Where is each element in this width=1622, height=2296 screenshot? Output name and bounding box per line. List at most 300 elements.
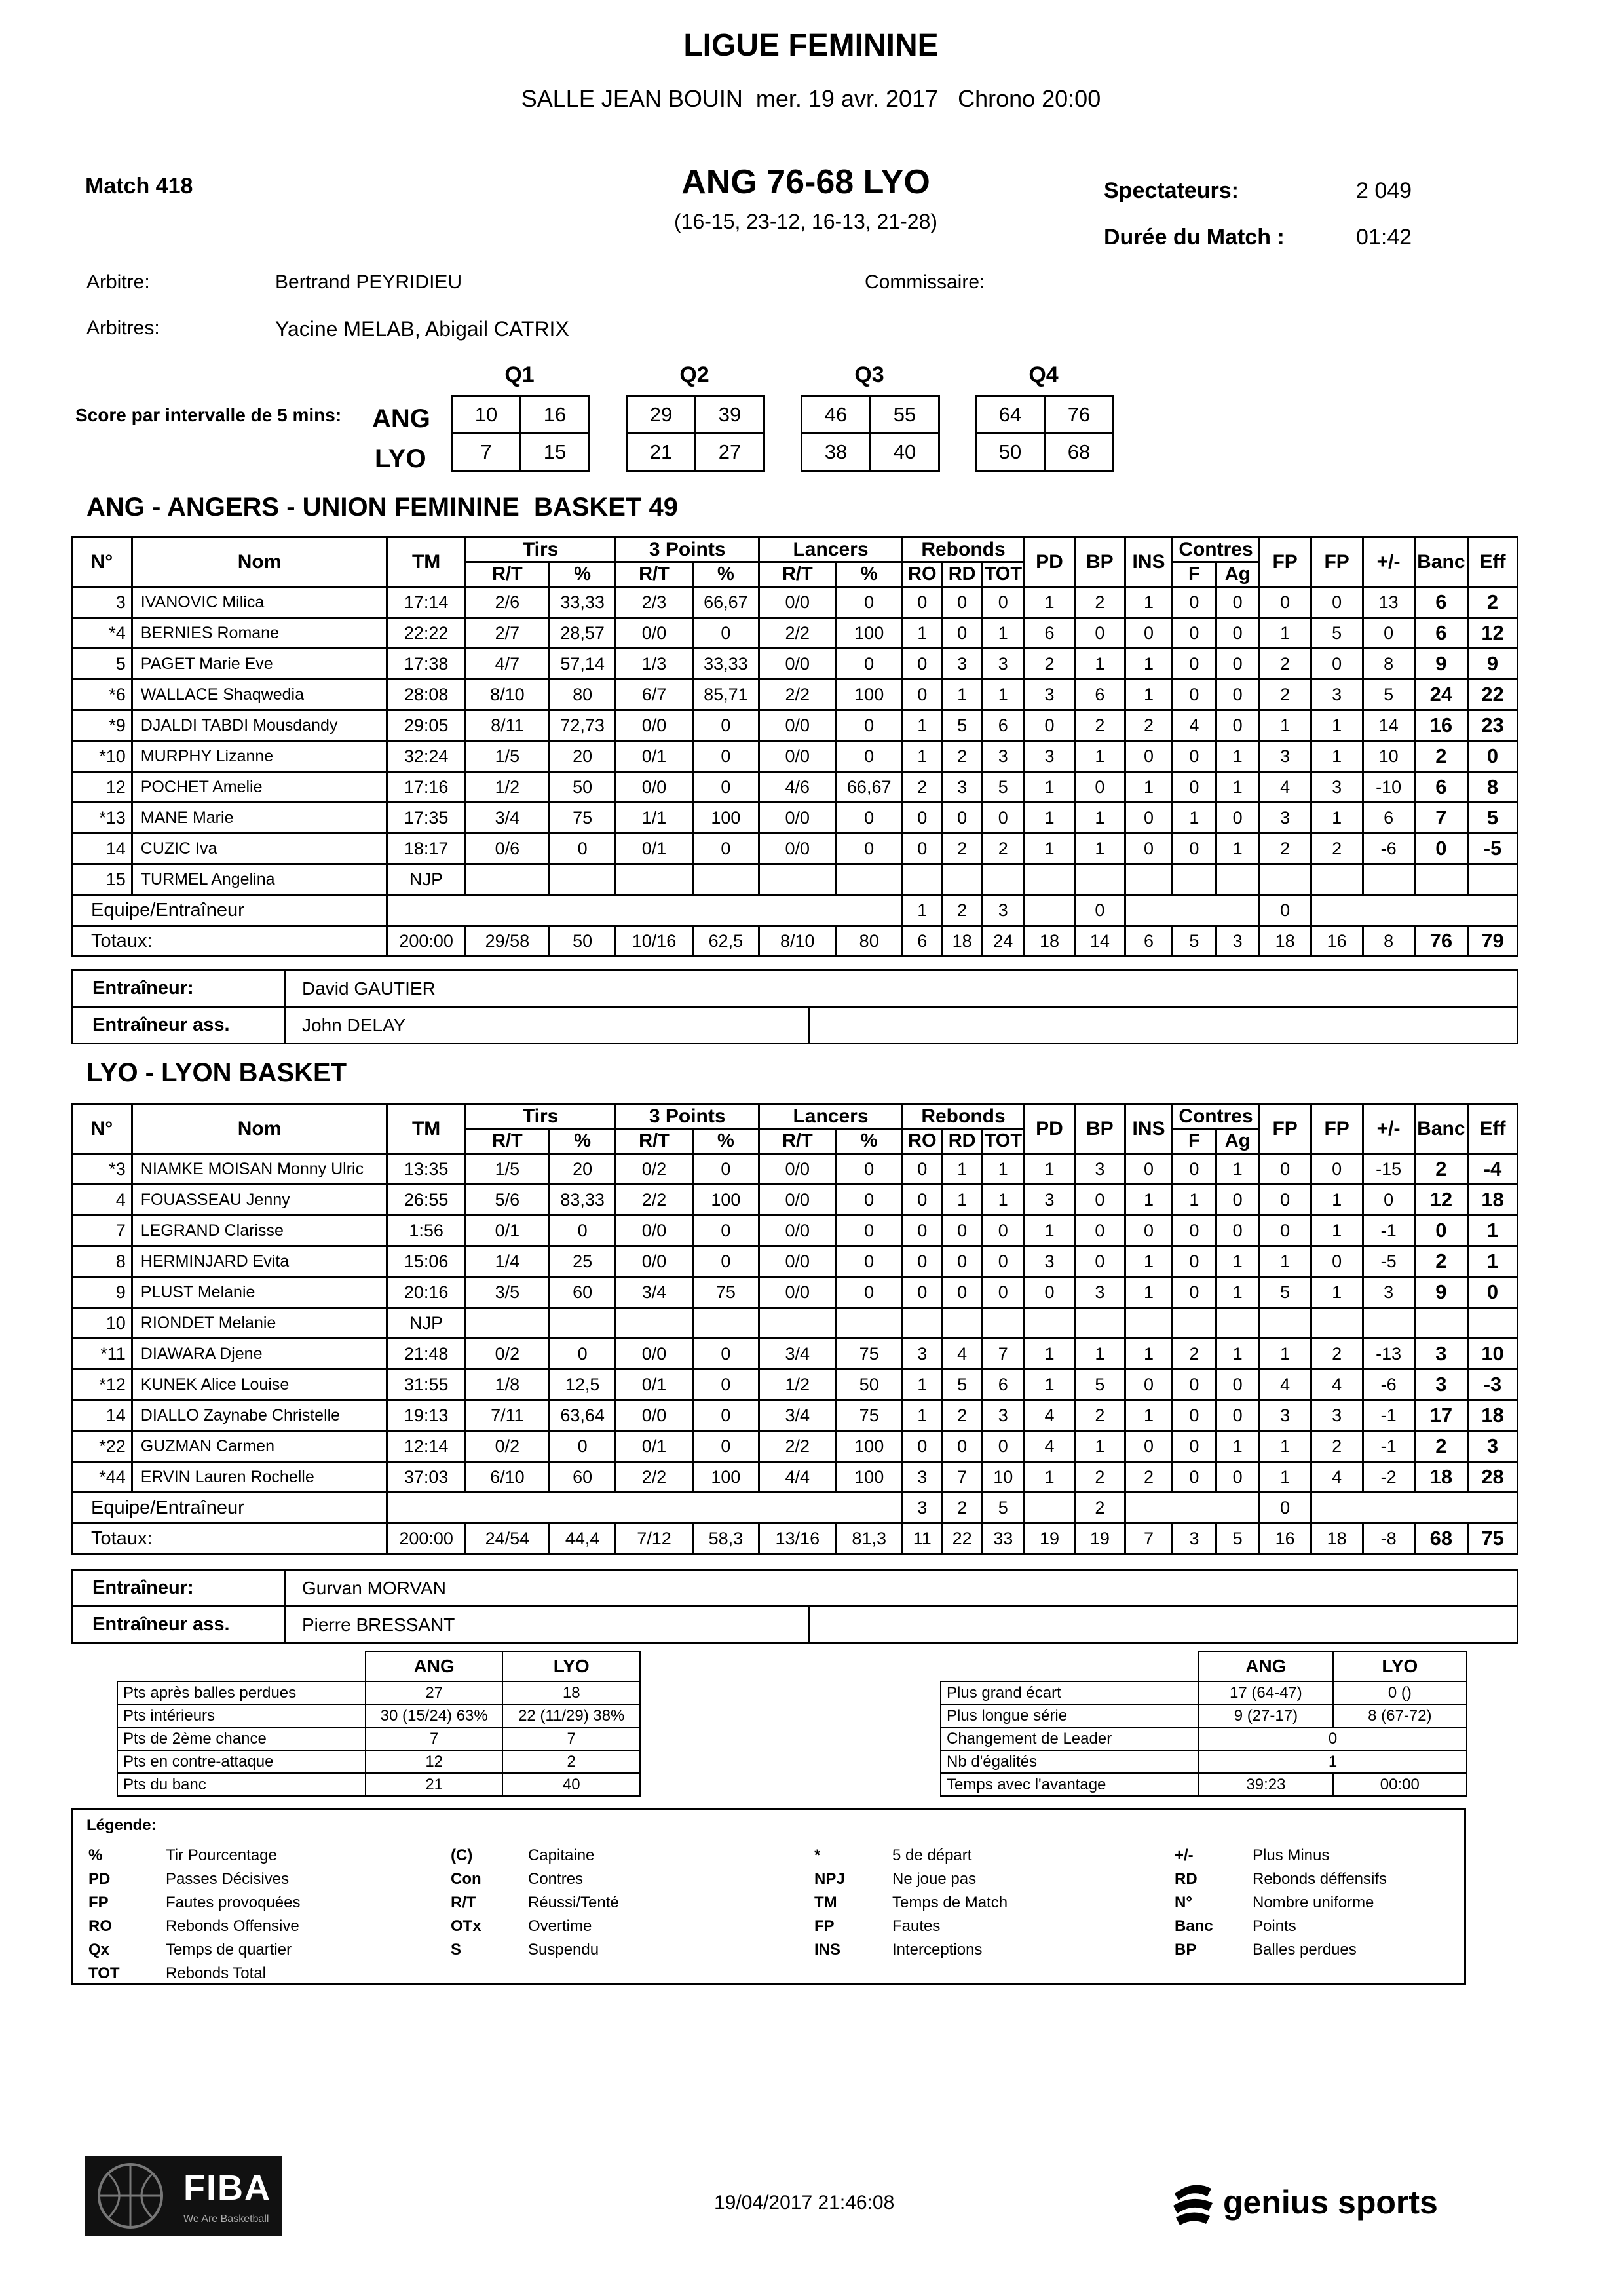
stat-cell: 0: [1074, 618, 1125, 649]
legend-code: S: [451, 1941, 462, 1959]
table-cell: [1311, 895, 1517, 926]
col-banc: Banc: [1414, 1104, 1467, 1154]
interval-box-q4: [975, 395, 1114, 472]
stat-cell: 3/4: [465, 803, 549, 833]
stat-cell: 75: [549, 803, 615, 833]
stat-cell: 1: [1025, 803, 1075, 833]
interval-score: 76: [1045, 396, 1114, 434]
stat-cell: 1: [1259, 710, 1311, 741]
stat-cell: 0: [836, 1215, 902, 1246]
stat-cell: 2: [1311, 833, 1363, 864]
stat-cell: [1363, 864, 1414, 895]
col-rd: RD: [942, 1129, 982, 1154]
summary-value: 30 (15/24) 63%: [366, 1704, 503, 1727]
total-cell: 18: [1311, 1523, 1363, 1554]
col-tm: TM: [387, 537, 466, 587]
interval-team-ang: ANG: [372, 404, 430, 433]
total-cell: 29/58: [465, 926, 549, 957]
stat-cell: 100: [692, 803, 759, 833]
table-cell: 2: [1074, 1493, 1125, 1523]
stat-cell: 0: [1216, 710, 1259, 741]
stat-cell: 0: [1259, 1154, 1311, 1185]
summary-col-lyo: LYO: [502, 1651, 640, 1681]
total-cell: 75: [1468, 1523, 1518, 1554]
total-cell: 11: [902, 1523, 942, 1554]
legend-code: Qx: [88, 1941, 110, 1959]
col-rebonds: Rebonds: [902, 1104, 1024, 1129]
table-cell: 2: [942, 895, 982, 926]
stat-cell: 0: [1311, 587, 1363, 618]
stat-cell: 1: [1216, 1431, 1259, 1462]
total-cell: 81,3: [836, 1523, 902, 1554]
stat-cell: 1: [1468, 1215, 1518, 1246]
col-contres: Contres: [1173, 1104, 1259, 1129]
stat-cell: [1311, 1308, 1363, 1339]
interval-row-lyo: [452, 434, 590, 471]
stat-cell: 9: [72, 1277, 132, 1308]
total-cell: 13/16: [759, 1523, 836, 1554]
legend-code: (C): [451, 1846, 473, 1864]
table-cell: 3: [982, 895, 1025, 926]
stat-cell: 0: [1125, 618, 1173, 649]
team-row: [72, 895, 1518, 926]
legend-desc: Fautes: [892, 1917, 941, 1935]
player-name: PLUST Melanie: [132, 1277, 387, 1308]
assistant-name: Pierre BRESSANT: [286, 1607, 810, 1643]
stat-cell: 1: [1125, 649, 1173, 679]
total-cell: 7/12: [616, 1523, 692, 1554]
total-cell: 18: [1259, 926, 1311, 957]
stat-cell: 18:17: [387, 833, 466, 864]
stat-cell: 0: [1125, 1431, 1173, 1462]
stat-cell: 2/3: [616, 587, 692, 618]
stat-cell: 1: [1216, 1246, 1259, 1277]
stat-cell: 1: [1074, 803, 1125, 833]
stat-cell: 6/10: [465, 1462, 549, 1493]
stat-cell: 0/2: [465, 1431, 549, 1462]
col-no: N°: [72, 1104, 132, 1154]
summary-value: 7: [502, 1727, 640, 1750]
stat-cell: *44: [72, 1462, 132, 1493]
stat-cell: 0: [1363, 1185, 1414, 1215]
stat-cell: 9: [1414, 1277, 1467, 1308]
stat-cell: 6: [1025, 618, 1075, 649]
col-eff: Eff: [1468, 1104, 1518, 1154]
stat-cell: 2: [1074, 1462, 1125, 1493]
stat-cell: 0: [1025, 710, 1075, 741]
stat-cell: 16: [1414, 710, 1467, 741]
stat-cell: 6: [982, 1369, 1025, 1400]
summary-value: 27: [366, 1681, 503, 1704]
stat-cell: 1/3: [616, 649, 692, 679]
interval-score: 38: [802, 434, 871, 471]
player-row: [72, 1339, 1518, 1369]
stat-cell: 1: [1074, 741, 1125, 772]
col-ro: RO: [902, 1129, 942, 1154]
stat-cell: 3/4: [759, 1339, 836, 1369]
stat-cell: 3/5: [465, 1277, 549, 1308]
stat-cell: 3: [1363, 1277, 1414, 1308]
stat-cell: 0: [1125, 1215, 1173, 1246]
stat-cell: 2/2: [759, 1431, 836, 1462]
summary-label: Pts de 2ème chance: [117, 1727, 366, 1750]
stat-cell: 10: [1363, 741, 1414, 772]
stat-cell: 0: [1173, 587, 1216, 618]
stat-cell: [616, 1308, 692, 1339]
col-rt: R/T: [759, 1129, 836, 1154]
col-pct: %: [692, 562, 759, 587]
total-cell: 22: [942, 1523, 982, 1554]
stat-cell: 0: [836, 710, 902, 741]
stat-cell: 0: [836, 803, 902, 833]
stat-cell: -5: [1468, 833, 1518, 864]
table-cell: [1125, 1493, 1259, 1523]
stat-cell: 0: [1311, 649, 1363, 679]
stat-cell: 0: [549, 833, 615, 864]
stat-cell: 0: [1216, 618, 1259, 649]
total-cell: -8: [1363, 1523, 1414, 1554]
col-pct: %: [836, 562, 902, 587]
summary-label: Plus longue série: [941, 1704, 1199, 1727]
player-row: [72, 1277, 1518, 1308]
stat-cell: 28: [1468, 1462, 1518, 1493]
stat-cell: 0: [1173, 679, 1216, 710]
legend-desc: Rebonds Total: [166, 1964, 266, 1982]
assistant-label: Entraîneur ass.: [72, 1607, 286, 1643]
stat-cell: 3: [1074, 1154, 1125, 1185]
stat-cell: 0: [692, 1339, 759, 1369]
stat-cell: 7: [1414, 803, 1467, 833]
stat-cell: 5: [942, 1369, 982, 1400]
stat-cell: 26:55: [387, 1185, 466, 1215]
quarter-header-3: Q3: [854, 362, 884, 387]
stat-cell: 17:14: [387, 587, 466, 618]
total-cell: 14: [1074, 926, 1125, 957]
stat-cell: 0: [1311, 1154, 1363, 1185]
interval-row-lyo: [627, 434, 764, 471]
stat-cell: *22: [72, 1431, 132, 1462]
stat-cell: 2: [1311, 1339, 1363, 1369]
header-row: [72, 537, 1518, 562]
summary-right-table: [940, 1651, 1467, 1797]
stat-cell: 0: [1173, 1400, 1216, 1431]
col-fp2: FP: [1311, 1104, 1363, 1154]
stat-cell: -1: [1363, 1400, 1414, 1431]
legend-desc: Interceptions: [892, 1941, 983, 1959]
stat-cell: 15:06: [387, 1246, 466, 1277]
stat-cell: 6: [1414, 772, 1467, 803]
stat-cell: [465, 864, 549, 895]
stat-cell: 0: [692, 1369, 759, 1400]
player-row: [72, 1154, 1518, 1185]
stat-cell: [1074, 1308, 1125, 1339]
summary-value: 18: [502, 1681, 640, 1704]
stat-cell: 0: [1414, 1215, 1467, 1246]
stat-cell: 5: [1074, 1369, 1125, 1400]
legend-desc: Rebonds Offensive: [166, 1917, 299, 1935]
stat-cell: 2: [1074, 1400, 1125, 1431]
stat-cell: 0: [982, 1246, 1025, 1277]
legend-desc: Temps de quartier: [166, 1941, 292, 1959]
coach-name: Gurvan MORVAN: [286, 1570, 1518, 1607]
stat-cell: 2/2: [616, 1462, 692, 1493]
stat-cell: -6: [1363, 1369, 1414, 1400]
stat-cell: 3: [982, 741, 1025, 772]
summary-value: 1: [1199, 1750, 1467, 1773]
stat-cell: [1468, 1308, 1518, 1339]
interval-row-ang: [452, 396, 590, 434]
stat-cell: 0: [1074, 1215, 1125, 1246]
stat-cell: -13: [1363, 1339, 1414, 1369]
stat-cell: 0/0: [759, 803, 836, 833]
summary-label: Pts du banc: [117, 1773, 366, 1796]
stat-cell: 0: [982, 1215, 1025, 1246]
stat-cell: 2: [1125, 710, 1173, 741]
quarter-header-4: Q4: [1028, 362, 1059, 387]
stat-cell: 3: [1074, 1277, 1125, 1308]
total-cell: 19: [1025, 1523, 1075, 1554]
interval-row-lyo: [976, 434, 1114, 471]
stat-cell: 0: [902, 1246, 942, 1277]
player-row: [72, 1185, 1518, 1215]
stat-cell: 0: [1125, 803, 1173, 833]
player-row: [72, 1369, 1518, 1400]
stat-cell: 2: [1173, 1339, 1216, 1369]
stat-cell: 3: [902, 1462, 942, 1493]
summary-value: 0: [1199, 1727, 1467, 1750]
totals-row: [72, 1523, 1518, 1554]
assistant-row: [72, 1007, 1518, 1044]
stat-cell: 0/0: [759, 1215, 836, 1246]
stat-cell: 0: [982, 803, 1025, 833]
print-timestamp: 19/04/2017 21:46:08: [714, 2192, 895, 2213]
interval-score: 39: [696, 396, 764, 434]
legend-desc: Balles perdues: [1253, 1941, 1357, 1959]
stat-cell: 0: [836, 649, 902, 679]
stat-cell: 2: [1259, 833, 1311, 864]
stat-cell: 3: [982, 649, 1025, 679]
stat-cell: 13:35: [387, 1154, 466, 1185]
stat-cell: 7/11: [465, 1400, 549, 1431]
stat-cell: 1: [1074, 649, 1125, 679]
stat-cell: 6: [982, 710, 1025, 741]
legend-desc: Réussi/Tenté: [528, 1894, 619, 1911]
team-row: [72, 1493, 1518, 1523]
stat-cell: 60: [549, 1462, 615, 1493]
stat-cell: 8/10: [465, 679, 549, 710]
stat-cell: 15: [72, 864, 132, 895]
legend-code: %: [88, 1846, 103, 1864]
stat-cell: 0: [902, 1185, 942, 1215]
stat-cell: 100: [692, 1185, 759, 1215]
legend-desc: Fautes provoquées: [166, 1894, 301, 1911]
stat-cell: 1: [1074, 1431, 1125, 1462]
stat-cell: 75: [692, 1277, 759, 1308]
legend-code: RO: [88, 1917, 112, 1935]
total-cell: 6: [1125, 926, 1173, 957]
stat-cell: *4: [72, 618, 132, 649]
interval-score: 68: [1045, 434, 1114, 471]
col-nom: Nom: [132, 537, 387, 587]
stat-cell: 85,71: [692, 679, 759, 710]
stat-cell: 25: [549, 1246, 615, 1277]
stat-cell: 1: [1025, 833, 1075, 864]
interval-score: 16: [521, 396, 590, 434]
table-cell: [117, 1651, 366, 1681]
stat-cell: 0: [1025, 1277, 1075, 1308]
blank-cell: [810, 1007, 1518, 1044]
table-cell: [1025, 895, 1075, 926]
totals-label: Totaux:: [72, 1523, 387, 1554]
col-f: F: [1173, 562, 1216, 587]
legend-code: TOT: [88, 1964, 120, 1982]
player-name: CUZIC Iva: [132, 833, 387, 864]
stat-cell: [1125, 864, 1173, 895]
stat-cell: 0/2: [465, 1339, 549, 1369]
stat-cell: 0: [692, 710, 759, 741]
coach-name: David GAUTIER: [286, 970, 1518, 1007]
stat-cell: 2: [1125, 1462, 1173, 1493]
stat-cell: 0: [836, 587, 902, 618]
col-rebonds: Rebonds: [902, 537, 1024, 562]
stat-cell: 0: [1216, 1400, 1259, 1431]
stat-cell: 0/0: [759, 1154, 836, 1185]
table-cell: [1311, 1493, 1517, 1523]
stat-cell: 5: [1468, 803, 1518, 833]
basketball-icon: [90, 2156, 170, 2236]
stat-cell: 0/0: [616, 772, 692, 803]
stat-cell: 75: [836, 1400, 902, 1431]
summary-label: Pts en contre-attaque: [117, 1750, 366, 1773]
total-cell: 80: [836, 926, 902, 957]
stat-cell: 0/0: [759, 833, 836, 864]
stat-cell: 1: [1074, 833, 1125, 864]
stat-cell: -1: [1363, 1215, 1414, 1246]
stat-cell: [1025, 1308, 1075, 1339]
player-name: PAGET Marie Eve: [132, 649, 387, 679]
stat-cell: 14: [1363, 710, 1414, 741]
stat-cell: 0: [902, 803, 942, 833]
table-cell: 1: [902, 895, 942, 926]
stat-cell: 17:16: [387, 772, 466, 803]
stat-cell: 8/11: [465, 710, 549, 741]
stat-cell: 0: [1216, 649, 1259, 679]
stat-cell: 0: [1363, 618, 1414, 649]
stat-cell: 0/1: [616, 833, 692, 864]
stat-cell: 17:38: [387, 649, 466, 679]
stat-cell: 66,67: [836, 772, 902, 803]
col-ins: INS: [1125, 1104, 1173, 1154]
stat-cell: 20: [549, 1154, 615, 1185]
legend-title: Légende:: [86, 1816, 157, 1834]
col-lancers: Lancers: [759, 537, 903, 562]
stat-cell: 14: [72, 1400, 132, 1431]
table-cell: 2: [942, 1493, 982, 1523]
summary-col-ang: ANG: [366, 1651, 503, 1681]
table-cell: 5: [982, 1493, 1025, 1523]
stat-cell: 1: [1025, 1462, 1075, 1493]
total-cell: 79: [1468, 926, 1518, 957]
legend-code: BP: [1175, 1941, 1197, 1959]
player-row: [72, 587, 1518, 618]
stat-cell: [1074, 864, 1125, 895]
total-cell: 8: [1363, 926, 1414, 957]
stat-cell: 6/7: [616, 679, 692, 710]
stat-cell: 0/1: [616, 1369, 692, 1400]
stat-cell: 3: [982, 1400, 1025, 1431]
interval-score: 10: [452, 396, 521, 434]
equipe-label: Equipe/Entraîneur: [72, 895, 387, 926]
coach-row: [72, 1570, 1518, 1607]
stat-cell: *12: [72, 1369, 132, 1400]
stat-cell: 0/0: [759, 710, 836, 741]
total-cell: 200:00: [387, 926, 466, 957]
stat-cell: 0: [692, 741, 759, 772]
stat-cell: 3: [1414, 1369, 1467, 1400]
col-pd: PD: [1025, 537, 1075, 587]
player-row: [72, 1400, 1518, 1431]
stat-cell: 4: [1311, 1369, 1363, 1400]
stat-cell: 2: [1414, 1431, 1467, 1462]
col-ro: RO: [902, 562, 942, 587]
stat-cell: 0: [836, 1246, 902, 1277]
stat-cell: *11: [72, 1339, 132, 1369]
stat-cell: 3: [1025, 1185, 1075, 1215]
total-cell: 18: [1025, 926, 1075, 957]
stat-cell: 4: [1025, 1431, 1075, 1462]
total-cell: 33: [982, 1523, 1025, 1554]
stat-cell: 0: [836, 1185, 902, 1215]
stat-cell: 0: [1259, 1215, 1311, 1246]
col-rt: R/T: [465, 1129, 549, 1154]
stat-cell: 0: [1173, 1246, 1216, 1277]
stat-cell: 1: [902, 741, 942, 772]
col-banc: Banc: [1414, 537, 1467, 587]
stat-cell: 0: [902, 833, 942, 864]
stat-cell: 4: [1259, 1369, 1311, 1400]
stat-cell: 2: [1025, 649, 1075, 679]
table-cell: [387, 895, 903, 926]
stat-cell: 2: [942, 833, 982, 864]
summary-value: 2: [502, 1750, 640, 1773]
stat-cell: 24: [1414, 679, 1467, 710]
total-cell: 5: [1216, 1523, 1259, 1554]
stat-cell: [1414, 1308, 1467, 1339]
stat-cell: [942, 864, 982, 895]
player-name: MURPHY Lizanne: [132, 741, 387, 772]
stat-cell: 0: [1173, 1215, 1216, 1246]
stat-cell: 5/6: [465, 1185, 549, 1215]
legend-code: OTx: [451, 1917, 481, 1935]
stat-cell: 0: [692, 1246, 759, 1277]
venue-line: SALLE JEAN BOUIN mer. 19 avr. 2017 Chrono 20:00: [521, 85, 1101, 112]
stat-cell: 0/1: [465, 1215, 549, 1246]
col-contres: Contres: [1173, 537, 1259, 562]
stat-cell: 3: [1311, 772, 1363, 803]
player-row: [72, 679, 1518, 710]
stat-cell: 1/5: [465, 1154, 549, 1185]
stat-cell: 1: [982, 1185, 1025, 1215]
stat-cell: 0: [902, 1215, 942, 1246]
stat-cell: 2/7: [465, 618, 549, 649]
stat-cell: 0: [692, 1431, 759, 1462]
stat-cell: 2: [942, 1400, 982, 1431]
legend-code: R/T: [451, 1894, 476, 1911]
stat-cell: 0/0: [616, 710, 692, 741]
stat-cell: 0: [942, 1277, 982, 1308]
stat-cell: [1173, 1308, 1216, 1339]
stat-cell: [759, 1308, 836, 1339]
